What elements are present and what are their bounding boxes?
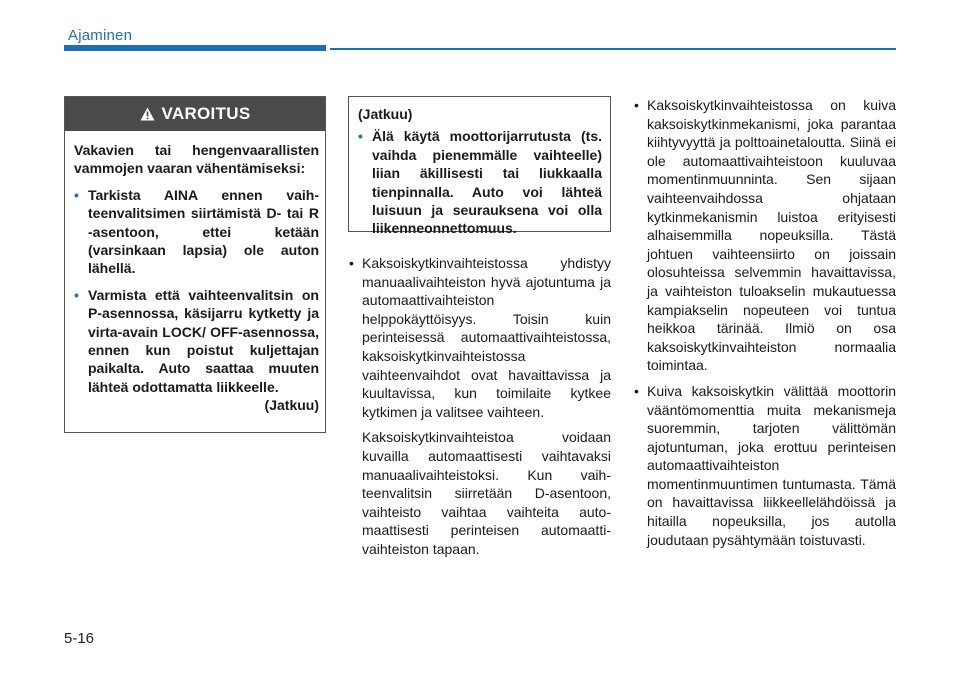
warning-title: VAROITUS: [161, 104, 251, 123]
bullet-dot: •: [74, 286, 79, 303]
warning-bullet: • Varmista että vaihteenvalitsin on P-asennossa, käsijarru kytketty ja virta-avain LOCK/ OFF-asennossa, ennen kun poistut kuljettajan paikalta. Auto saattaa muuten lähteä odottamatta liikkeelle.: [74, 286, 319, 395]
paragraph: Kaksoiskytkinvaihteistoa voidaan kuvailla automaattisesti vaihtavaksi manuaalivaihteistoksi. Kun vaihteenvalitsin siirretään D-asentoon, vaihteisto vaihtaa vaihteita automaattisesti perinteisen automaattivaihteiston tapaan.: [362, 429, 611, 557]
bullet-dot: •: [358, 128, 363, 145]
header-bar: [64, 45, 326, 51]
warning-intro: Vakavien tai hengenvaarallisten vammojen vaaran vähentämiseksi:: [74, 142, 319, 177]
list-item: • Kaksoiskytkinvaihteistossa on kuiva kaksoiskytkinmekanismi, joka parantaa kiihtyvyyttä ja polttoainetaloutta. Siinä ei ole automaattivaihteistoon kuuluvaa momentinmuunninta. Sen sijaan vaihteenvaihdossa ohjataan kytkinmekanismin luistoa erityisesti alhaisemmilla nopeuksilla. Tästä johtuen vaihteensiirto on joissain olosuhteissa selvemmin havaittavissa, ja vaihteiston tuloakselin mukautuessa kampiakselin nopeuteen voi tuntua heikkoa tärinää. Ilmiö on osa kaksoiskytkinvaihteiston normaalia toimintaa.: [634, 97, 896, 374]
list-item: • Kaksoiskytkinvaihteistossa yhdistyy manuaalivaihteiston hyvä ajotuntuma ja automaattivaihteiston helppokäyttöisyys. Toisin kuin perinteisessä automaattivaihteistossa, kaksoiskytkinvaihteistossa vaihteenvaihdot ovat havaittavissa ja kuultavissa, kun toimilaite kytkee kytkimen ja valitsee vaihteen.: [349, 255, 611, 420]
warning-continued: (Jatkuu): [264, 397, 319, 414]
bullet-dot: •: [634, 382, 639, 399]
warning-continuation-box: [348, 96, 611, 237]
warning-header: [65, 97, 325, 131]
bullet-dot: •: [74, 186, 79, 203]
list-item: • Kuiva kaksoiskytkin välittää moottorin vääntömomenttia muita mekanismeja suoremmin, tarjoten välittömän ajotuntuman, joka erottuu perinteisen automaattivaihteiston momentinmuuntimen tuntumasta. Tämä on havaittavissa liikkeellelähdöissä ja hitailla nopeuksilla, jos autolla joudutaan pysähtymään toistuvasti.: [634, 382, 896, 548]
page-number: 5-16: [64, 630, 95, 647]
continuation-bullet: • Älä käytä moottorijarrutusta (ts. vaihda pienemmälle vaihteelle) liian äkillisesti tai liukkaalla tienpinnalla. Auto voi lähteä luisuun ja seurauksena voi olla liikenneonnettomuus.: [358, 128, 602, 237]
text-column-2: [348, 254, 611, 559]
header-rule: [330, 48, 896, 50]
section-title: Ajaminen: [68, 27, 133, 44]
bullet-dot: •: [349, 255, 354, 271]
warning-box: [64, 96, 326, 433]
continuation-label: (Jatkuu): [358, 106, 413, 122]
warning-icon: [140, 107, 155, 121]
text-column-3: [633, 96, 896, 549]
warning-bullet: • Tarkista AINA ennen vaihteenvalitsimen siirtämistä D- tai R -asentoon, ettei ketään (varsinkaan lapsia) ole auton lähellä.: [74, 186, 319, 277]
bullet-dot: •: [634, 97, 639, 113]
